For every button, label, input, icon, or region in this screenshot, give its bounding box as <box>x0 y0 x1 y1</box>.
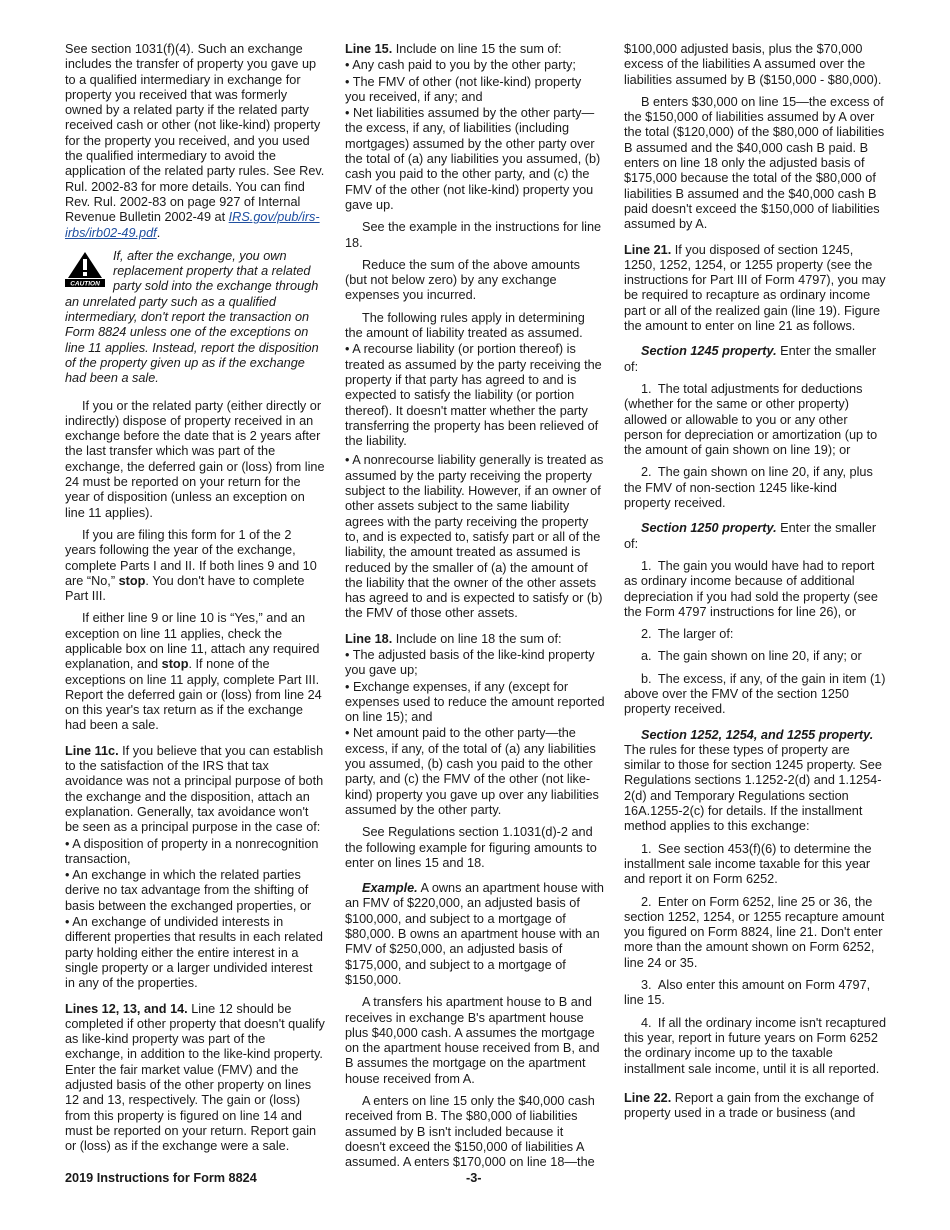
list-item: 2. The gain shown on line 20, if any, plus the FMV of non-section 1245 like-kind property received. <box>624 465 873 511</box>
caution-text: If, after the exchange, you own replacement property that a related party sold into the exchange through an unrelated party such as a qualified intermediary, don't report the transaction on Form 8824 unless one of the exceptions on line 11 applies. Instead, report the disposition of the property given up as if the exchange had been a sale. <box>65 248 319 386</box>
list-item: • Net amount paid to the other party—the excess, if any, of the total of (a) any liabilities you assumed, (b) cash you paid to the other party, and (c) the FMV of the other (not like-kind) property you gave up over any liabilities assumed by the other party. <box>345 726 605 818</box>
list-item: • Net liabilities assumed by the other party—the excess, if any, of liabilities (including mortgages) assumed by the other party over the total of (a) any liabilities you assumed, (b) cash you paid to the other party, and (c) the FMV of the other (not like-kind) property you gave up. <box>345 106 605 213</box>
list-item: • An exchange in which the related parties derive no tax advantage from the shifting of basis between the exchanged properties, or <box>65 868 325 914</box>
list-item: • Any cash paid to you by the other party; <box>345 58 605 73</box>
section-line-21: Line 21. If you disposed of section 1245, 1250, 1252, 1254, or 1255 property (see the instructions for Part III of Form 4797), you may be required to recapture as ordinary income part or all of the realized gain (line 19). Figure the amount to enter on line 21 as follows. <box>624 242 886 334</box>
caution-label: CAUTION <box>70 280 100 287</box>
section-lines-12-13-14: Lines 12, 13, and 14. Line 12 should be completed if other property that doesn't qualify as like-kind property was part of the exchange, in addition to the like-kind property. Enter the fair market value (FMV) and the adjusted basis of the other property on lines 12 and 13, respectively. The gain or (loss) from this property is figured on line 14 and must be reported on your return. Report gain or (loss) as if the exchange were a sale. <box>65 1001 325 1154</box>
paragraph: See Regulations section 1.1031(d)-2 and the following example for figuring amounts to enter on lines 15 and 18. <box>345 825 597 870</box>
paragraph: See the example in the instructions for line 18. <box>345 220 602 250</box>
section-line-18: Line 18. Include on line 18 the sum of: <box>345 631 562 646</box>
paragraph: If you or the related party (either directly or indirectly) dispose of property received in an exchange before the date that is 2 years after the last transfer which was part of the exchange, the deferred gain or (loss) from line 24 must be reported on your return for the year of disposition (unless an exception on line 11 applies). <box>65 398 325 520</box>
list-item: 1. The total adjustments for deductions (whether for the same or other property) allowed or allowable to you or any other person for depreciation or amortization (up to the amount of gain shown on line 19); or <box>624 381 878 458</box>
list-item: a. The gain shown on line 20, if any; or <box>641 649 862 664</box>
paragraph: A transfers his apartment house to B and receives in exchange B's apartment house plus $40,000 cash. A assumes the mortgage on the apartment house received from B, and B assumes the mortgage on the apartment house received from A. <box>345 995 600 1086</box>
caution-icon <box>65 251 105 287</box>
paragraph: The following rules apply in determining the amount of liability treated as assumed. <box>345 310 585 341</box>
section-line-22: Line 22. Report a gain from the exchange of property used in a trade or business (and <box>624 1090 874 1121</box>
list-item: • An exchange of undivided interests in different properties that results in each related party holding either the entire interest in a single property or a larger undivided interest in any of the properties. <box>65 915 325 991</box>
paragraph: $100,000 adjusted basis, plus the $70,000 excess of the liabilities A assumed over the liabilities assumed by B ($150,000 - $80,000). <box>624 42 882 87</box>
section-line-15: Line 15. Include on line 15 the sum of: <box>345 42 562 56</box>
paragraph: A enters on line 15 only the $40,000 cash received from B. The $80,000 of liabilities assumed by B isn't included because it doesn't exceed the $150,000 of liabilities A assumed. A enters $170,000 on line 18—the <box>345 1094 595 1170</box>
list-item: b. The excess, if any, of the gain in item (1) above over the FMV of the section 1250 property received. <box>624 671 886 717</box>
column-2 <box>345 42 605 1177</box>
list-item: 3. Also enter this amount on Form 4797, line 15. <box>624 978 871 1008</box>
example-paragraph: Example. A owns an apartment house with an FMV of $220,000, an adjusted basis of $100,000, and subject to a mortgage of $80,000. B owns an apartment house with an FMV of $250,000, an adjusted basis of $175,000, and subject to a mortgage of $150,000. <box>345 881 604 987</box>
page-number: -3- <box>466 1171 482 1185</box>
list-item: • A nonrecourse liability generally is treated as assumed by the party receiving the property subject to the liability. However, if an owner of other assets subject to the same liability agrees with the party receiving the property to, and is expected to, satisfy part or all of the liability, the amount treated as assumed is reduced by the smaller of (a) the amount of the liability that the owner of the other assets has agreed to and is expected to satisfy or (b) the FMV of those other assets. <box>345 453 605 621</box>
section-1250-heading: Section 1250 property. Enter the smaller of: <box>624 521 877 551</box>
list-item: 2. The larger of: <box>641 627 734 642</box>
list-item: • A recourse liability (or portion thereof) is treated as assumed by the party receiving the property if that party has agreed to and is expected to satisfy the liability (or portion thereof). It doesn't matter whether the party transferring the property has been relieved of the liability. <box>345 342 605 449</box>
list-item: 1. See section 453(f)(6) to determine the installment sale income taxable for this year and report it on Form 6252. <box>624 841 872 887</box>
footer-title: 2019 Instructions for Form 8824 <box>65 1171 257 1185</box>
section-1245-heading: Section 1245 property. Enter the smaller of: <box>624 344 877 374</box>
paragraph: Reduce the sum of the above amounts (but not below zero) by any exchange expenses you incurred. <box>345 257 580 303</box>
section-line-11c: Line 11c. If you believe that you can establish to the satisfaction of the IRS that tax avoidance was not a principal purpose of both the exchange and the disposition, attach an explanation. Generally, tax avoidance won't be seen as a principal purpose in the case of: <box>65 743 324 835</box>
column-3 <box>624 42 886 1128</box>
list-item: • A disposition of property in a nonrecognition transaction, <box>65 837 325 868</box>
paragraph: If either line 9 or line 10 is “Yes,” and an exception on line 11 applies, check the applicable box on line 11, attach any required explanation, and stop. If none of the exceptions on line 11 apply, complete Part III. Report the deferred gain or (loss) from line 24 on this year's tax return as if the exchange had been a sale. <box>65 611 322 733</box>
caution-note <box>65 249 325 387</box>
paragraph: B enters $30,000 on line 15—the excess of the $150,000 of liabilities assumed by A over the total ($120,000) of the $80,000 of liabilities B assumed and the $40,000 cash B paid. B enters on line 18 only the adjusted basis of $175,000 because the total of the $80,000 of liabilities B assumed and the $40,000 cash B paid doesn't exceed the $150,000 of liabilities assumed by A. <box>624 94 885 232</box>
section-1252-heading: Section 1252, 1254, and 1255 property. The rules for these types of property are similar to those for section 1245 property. See Regulations sections 1.1252-2(d) and 1.1254-2(d) and Temporary Regulations section 16A.1255-2(c) for details. If the installment method applies to this exchange: <box>624 727 882 834</box>
list-item: • The adjusted basis of the like-kind property you gave up; <box>345 648 605 679</box>
irb-link[interactable]: IRS.gov/pub/irs-irbs/irb02-49.pdf <box>65 210 320 240</box>
paragraph: If you are filing this form for 1 of the 2 years following the year of the exchange, complete Parts I and II. If both lines 9 and 10 are “No,” stop. You don't have to complete Part III. <box>65 527 317 604</box>
paragraph: See section 1031(f)(4). Such an exchange includes the transfer of property you gave up to a qualified intermediary in exchange for property you received that was formerly owned by a related party if the related party received cash or other (not like-kind) property for the property you received, and you used the qualified intermediary to avoid the application of the related party rules. See Rev. Rul. 2002-83 for more details. You can find Rev. Rul. 2002-83 on page 927 of Internal Revenue Bulletin 2002-49 at IRS.gov/pub/irs-irbs/irb02-49.pdf. <box>65 42 325 240</box>
list-item: 2. Enter on Form 6252, line 25 or 36, the section 1252, 1254, or 1255 recapture amount you figured on Form 8824, line 21. Don't enter more than the amount shown on Form 6252, line 24 or 35. <box>624 894 885 970</box>
list-item: • The FMV of other (not like-kind) property you received, if any; and <box>345 75 605 106</box>
list-item: 4. If all the ordinary income isn't recaptured this year, report in future years on Form 6252 the ordinary income up to the taxable installment sale income, until it is all reported. <box>624 1015 887 1076</box>
list-item: 1. The gain you would have had to report as ordinary income because of additional depreciation if you had sold the property (see the Form 4797 instructions for line 26), or <box>624 558 878 619</box>
column-1 <box>65 42 325 1161</box>
list-item: • Exchange expenses, if any (except for expenses used to reduce the amount reported on line 15); and <box>345 680 605 726</box>
